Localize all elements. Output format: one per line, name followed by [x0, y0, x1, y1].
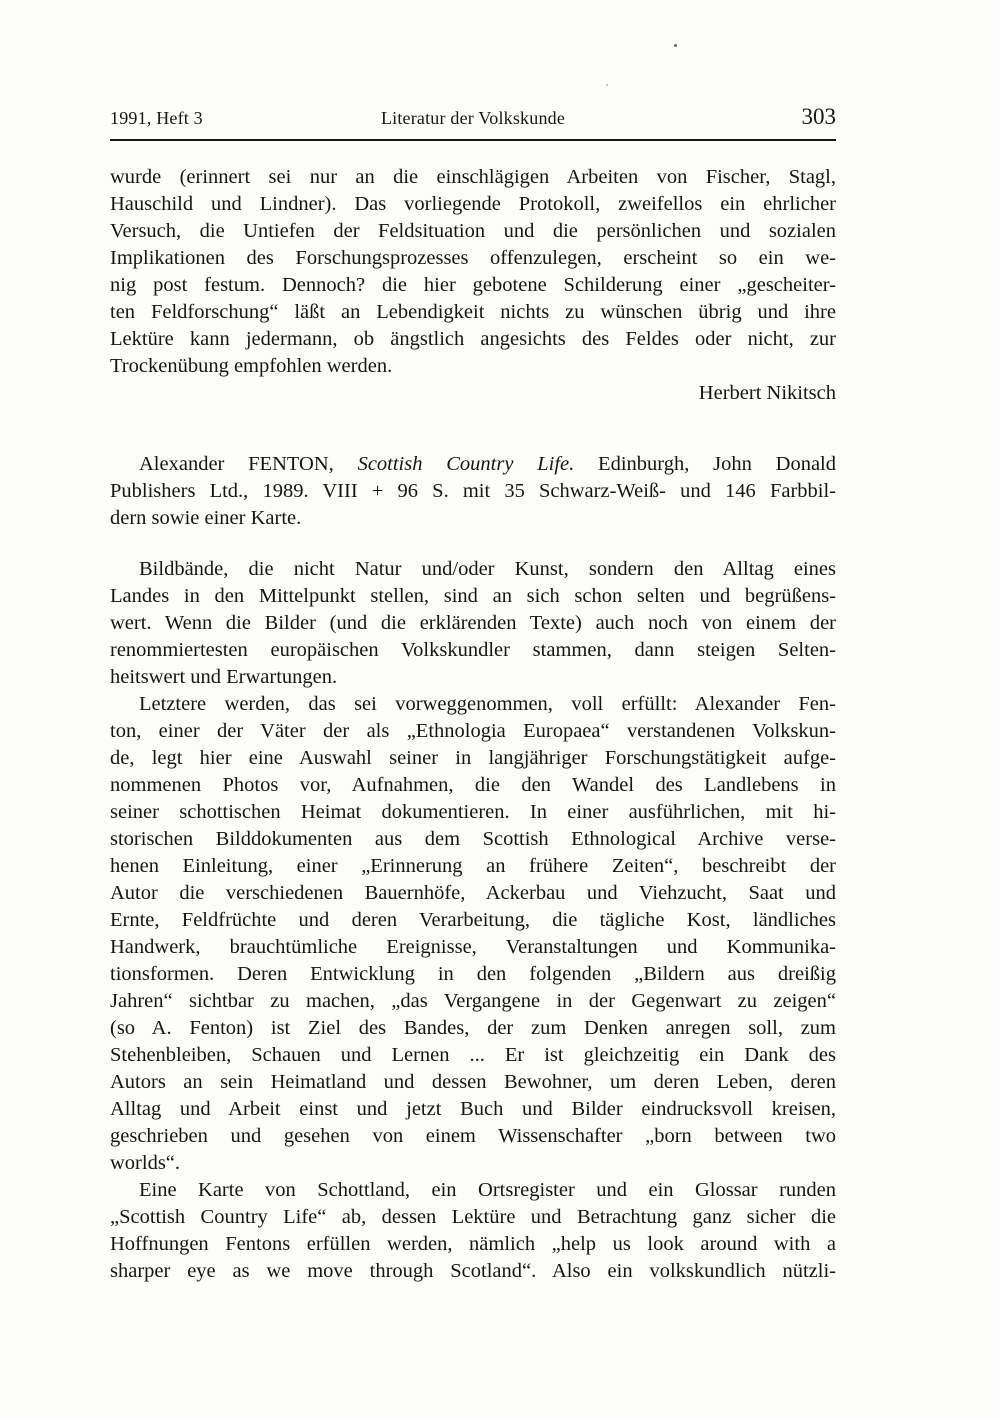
text-line: Trockenübung empfohlen werden.	[110, 355, 393, 377]
text-line: renommiertesten europäischen Volkskundler stammen, dann steigen Selten-	[110, 639, 836, 661]
text-line: Versuch, die Untiefen der Feldsituation und die persönlichen und sozialen	[110, 220, 836, 242]
text-line: Stehenbleiben, Schauen und Lernen ... Er ist gleichzeitig ein Dank des	[110, 1044, 836, 1066]
text-line: Eine Karte von Schottland, ein Ortsregister und ein Glossar runden	[139, 1179, 836, 1201]
text-line: nig post festum. Dennoch? die hier gebotene Schilderung einer „gescheiter-	[110, 274, 836, 296]
text-line: (so A. Fenton) ist Ziel des Bandes, der zum Denken anregen soll, zum	[110, 1017, 836, 1039]
text-column	[110, 0, 836, 1285]
text-line: Autor die verschiedenen Bauernhöfe, Ackerbau und Viehzucht, Saat und	[110, 882, 836, 904]
text-line: wert. Wenn die Bilder (und die erklärenden Texte) auch noch von einem der	[110, 612, 836, 634]
running-title: Literatur der Volkskunde	[380, 108, 566, 128]
text-line: Alltag und Arbeit einst und jetzt Buch und Bilder eindrucksvoll kreisen,	[110, 1098, 836, 1120]
text-line: worlds“.	[110, 1152, 181, 1174]
citation-publisher: Edinburgh, John Donald	[574, 453, 836, 475]
text-line: Lektüre kann jedermann, ob ängstlich angesichts des Feldes oder nicht, zur	[110, 328, 836, 350]
text-line: nommenen Photos vor, Aufnahmen, die den Wandel des Landlebens in	[110, 774, 836, 796]
text-line: sharper eye as we move through Scotland“. Also ein volkskundlich nützli-	[110, 1260, 836, 1282]
text-line: Implikationen des Forschungsprozesses offenzulegen, erscheint so ein we-	[110, 247, 836, 269]
citation-rest-lines	[110, 478, 836, 532]
text-line: Landes in den Mittelpunkt stellen, sind an sich schon selten und begrüßens-	[110, 585, 836, 607]
text-line: Letztere werden, das sei vorweggenommen, voll erfüllt: Alexander Fen-	[139, 693, 836, 715]
text-line: Handwerk, brauchtümliche Ereignisse, Veranstaltungen und Kommunika-	[110, 936, 836, 958]
text-line: geschrieben und gesehen von einem Wissenschafter „born between two	[110, 1125, 836, 1147]
text-line: Jahren“ sichtbar zu machen, „das Vergangene in der Gegenwart zu zeigen“	[110, 990, 836, 1012]
review-continuation-paragraph	[110, 164, 836, 380]
book-title-italic: Scottish Country Life.	[357, 453, 575, 475]
text-line: „Scottish Country Life“ ab, dessen Lektüre und Betrachtung ganz sicher die	[110, 1206, 836, 1228]
page-body	[110, 164, 836, 1285]
text-line: dern sowie einer Karte.	[110, 507, 302, 529]
review-paragraph-1	[110, 556, 836, 691]
citation-author: Alexander FENTON,	[139, 453, 358, 475]
text-line: storischen Bilddokumenten aus dem Scottish Ethnological Archive verse-	[110, 828, 836, 850]
text-line: seiner schottischen Heimat dokumentieren. In einer ausführlichen, mit hi-	[110, 801, 836, 823]
text-line: Bildbände, die nicht Natur und/oder Kunst, sondern den Alltag eines	[139, 558, 836, 580]
book-citation	[110, 451, 836, 532]
issue-label: 1991, Heft 3	[110, 108, 203, 128]
text-line: Ernte, Feldfrüchte und deren Verarbeitung, die tägliche Kost, ländliches	[110, 909, 836, 931]
text-line: Autors an sein Heimatland und dessen Bewohner, um deren Leben, deren	[110, 1071, 836, 1093]
text-line: heitswert und Erwartungen.	[110, 666, 338, 688]
review-paragraph-2	[110, 691, 836, 1177]
text-line: Hoffnungen Fentons erfüllen werden, nämlich „help us look around with a	[110, 1233, 836, 1255]
text-line: henen Einleitung, einer „Erinnerung an frühere Zeiten“, beschreibt der	[110, 855, 836, 877]
text-line: Publishers Ltd., 1989. VIII + 96 S. mit 35 Schwarz-Weiß- und 146 Farbbil-	[110, 480, 836, 502]
text-line: Hauschild und Lindner). Das vorliegende Protokoll, zweifellos ein ehrlicher	[110, 193, 836, 215]
text-line: ton, einer der Väter der als „Ethnologia Europaea“ verstandenen Volkskun-	[110, 720, 836, 742]
text-line: tionsformen. Deren Entwicklung in den folgenden „Bildern aus dreißig	[110, 963, 836, 985]
text-line: wurde (erinnert sei nur an die einschlägigen Arbeiten von Fischer, Stagl,	[110, 166, 836, 188]
page-number: 303	[801, 104, 836, 129]
page-header	[110, 104, 836, 141]
citation-first-line	[110, 451, 836, 478]
text-line: ten Feldforschung“ läßt an Lebendigkeit nichts zu wünschen übrig und ihre	[110, 301, 836, 323]
text-line: de, legt hier eine Auswahl seiner in langjähriger Forschungstätigkeit aufge-	[110, 747, 836, 769]
reviewer-signature: Herbert Nikitsch	[698, 382, 836, 404]
review-paragraph-3	[110, 1177, 836, 1285]
